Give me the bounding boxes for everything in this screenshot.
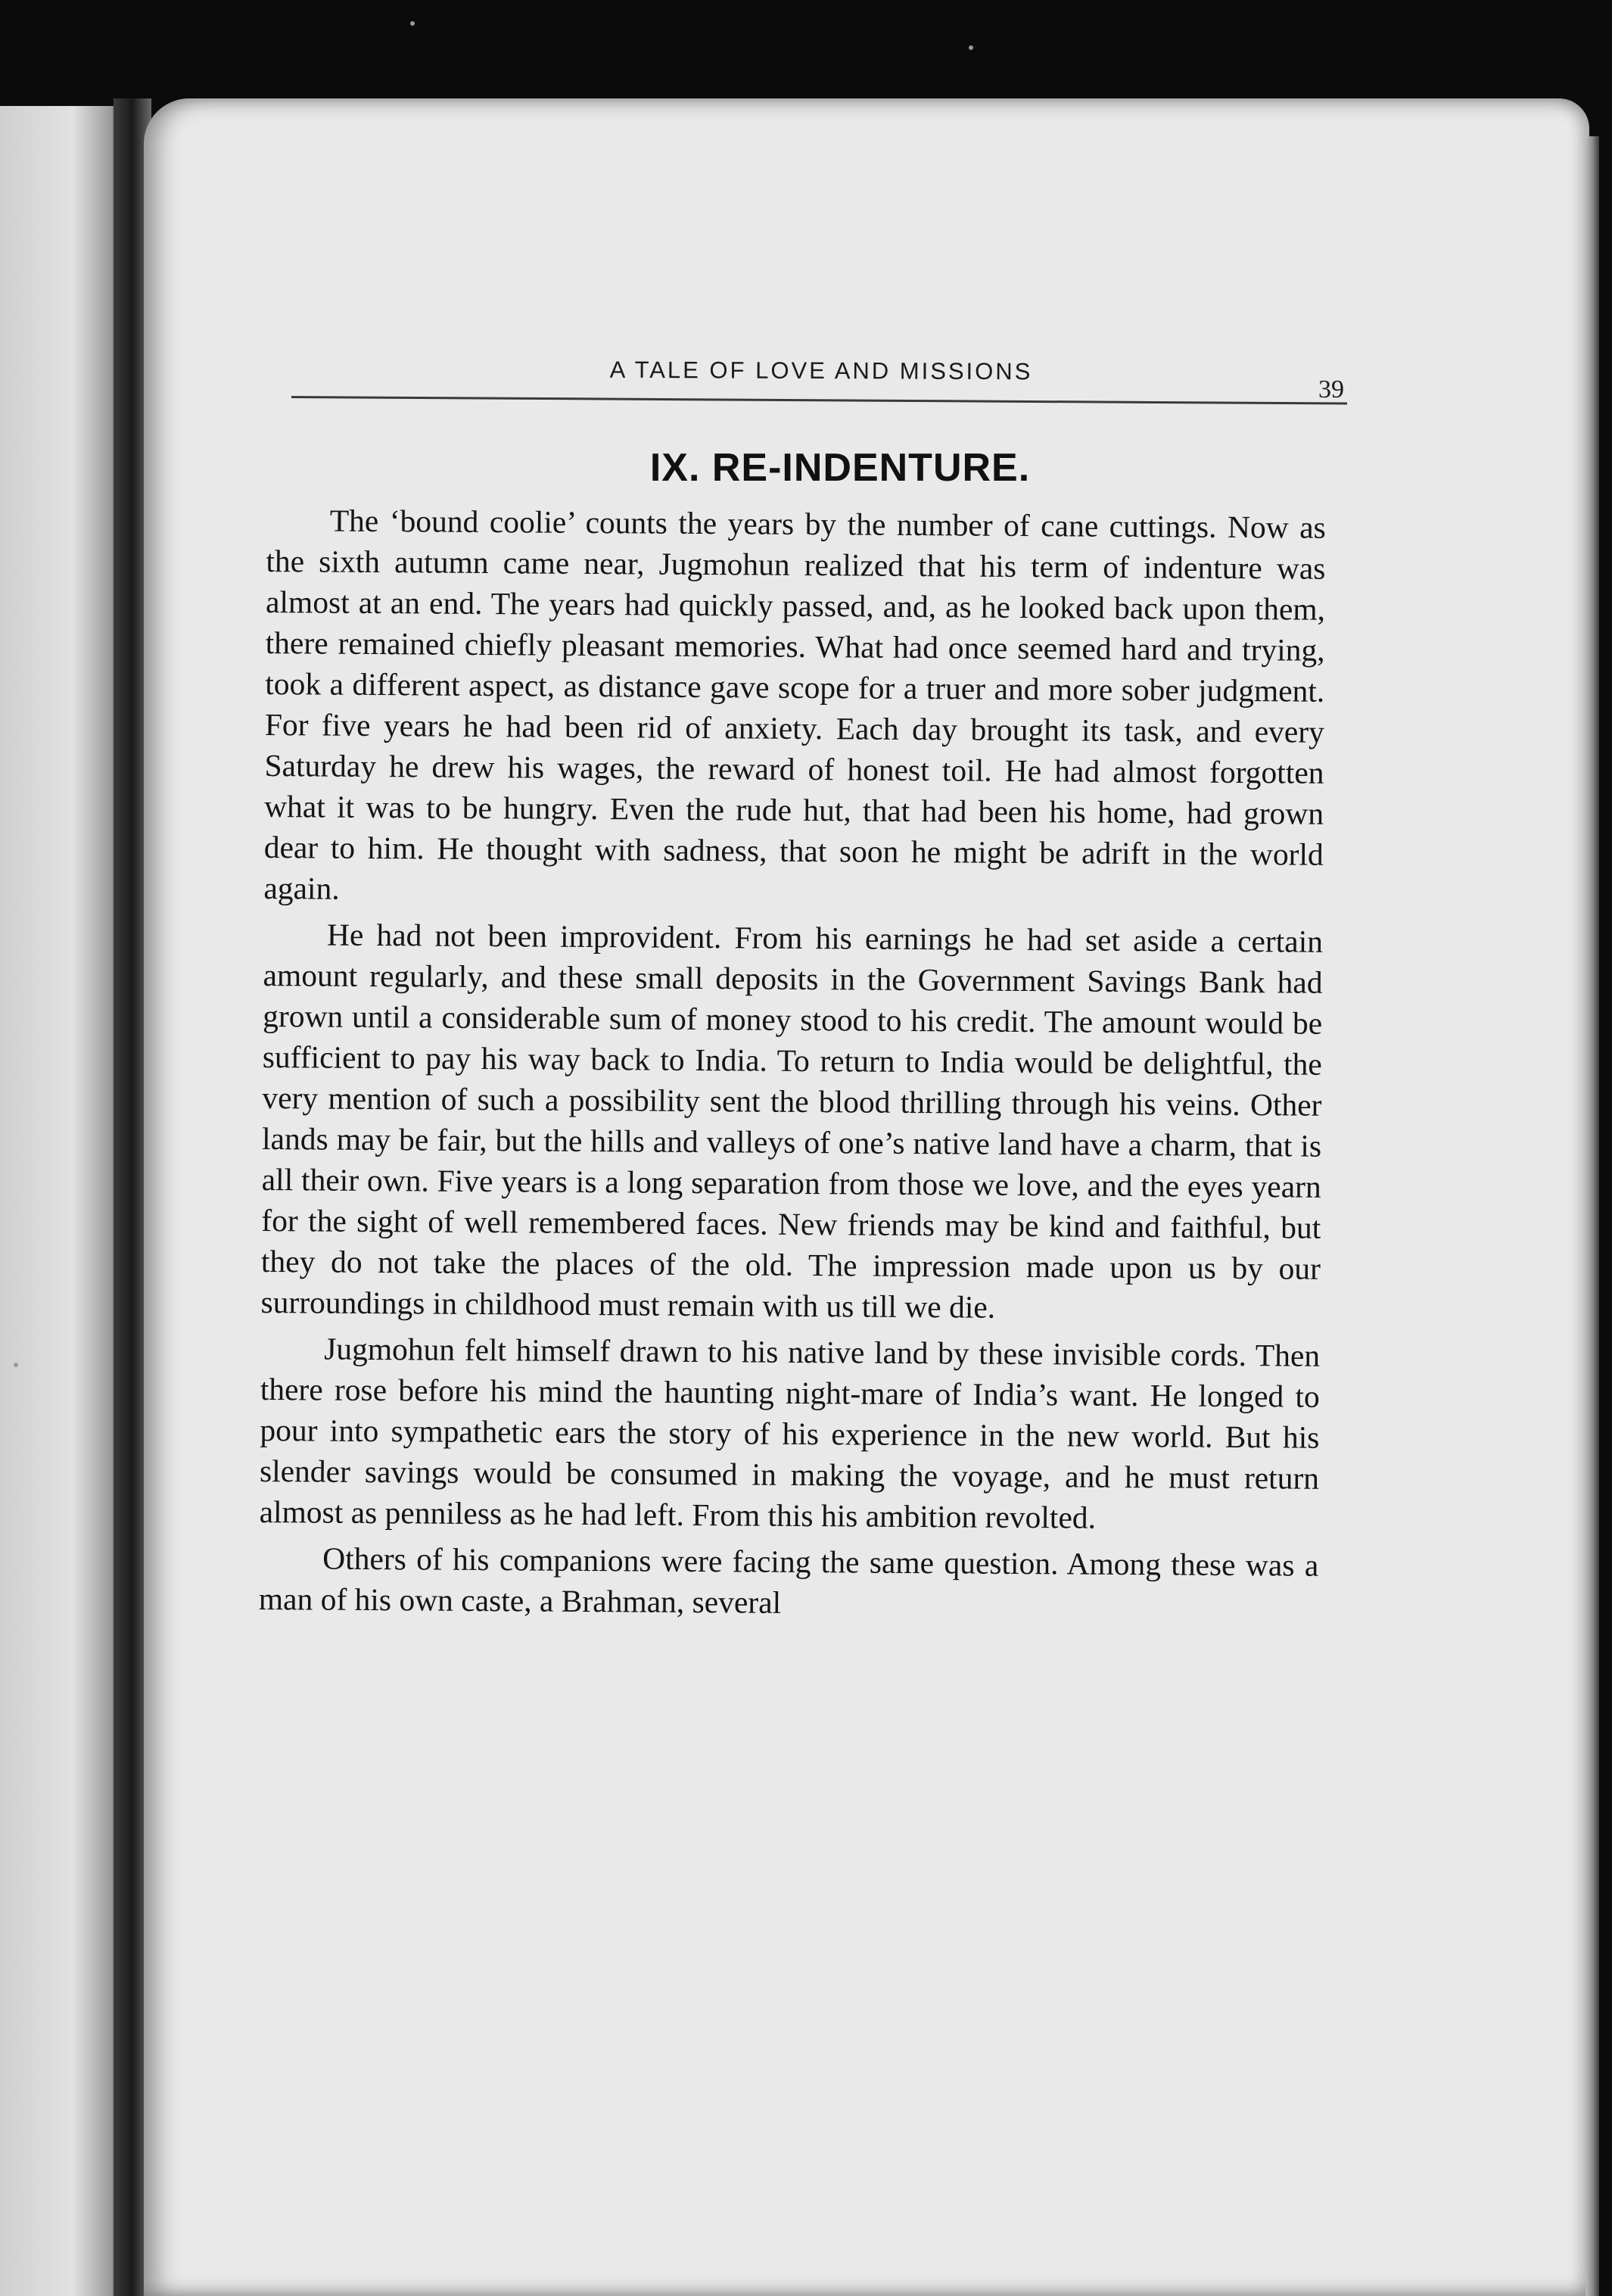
dust-speck — [969, 45, 973, 50]
paragraph-1: The ‘bound coolie’ counts the years by the number of cane cuttings. Now as the sixth autumn came near, Jugmohun realized that his term of indenture was almost at an end. The years had quickly passed, and, as he looked back upon them, there remained chiefly pleasant memories. What had once seemed hard and trying, took a different aspect, as distance gave scope for a truer and more sober judgment. For five years he had been rid of anxiety. Each day brought its task, and every Saturday he drew his wages, the reward of honest toil. He had almost forgotten what it was to be hungry. Even the rude hut, that had been his home, had grown dear to him. He thought with sadness, that soon he might be adrift in the world again. — [263, 503, 1326, 906]
page-stack-edge — [1586, 136, 1599, 2296]
running-title: A TALE OF LOVE AND MISSIONS — [609, 356, 1033, 385]
chapter-title: IX. RE-INDENTURE. — [649, 446, 1031, 490]
facing-page-edge — [0, 106, 121, 2296]
paragraph-3: Jugmohun felt himself drawn to his native land by these invisible cords. Then there rose before his mind the haunting night-mare of India’s want. He longed to pour into sympathetic ears the story of his experience in the new world. But his slender savings would be consumed in making the voyage, and he must return almost as penniless as he had left. From this his ambition revolted. — [259, 1331, 1321, 1535]
paragraph-4: Others of his companions were facing the same question. Among these was a man of his own caste, a Brahman, several — [258, 1541, 1319, 1620]
page-number: 39 — [1318, 375, 1344, 403]
dust-speck — [410, 21, 415, 26]
paragraph-2: He had not been improvident. From his earnings he had set aside a certain amount regularly, and these small deposits in the Government Savings Bank had grown until a considerable sum of money stood to his credit. The amount would be sufficient to pay his way back to India. To return to India would be delightful, the very mention of such a possibility sent the blood thrilling through his veins. Other lands may be fair, but the hills and valleys of one’s native land have a charm, that is all their own. Five years is a long separation from those we love, and the eyes yearn for the sight of well remembered faces. New friends may be kind and faithful, but they do not take the places of the old. The impression made upon us by our surroundings in childhood must remain with us till we die. — [260, 917, 1324, 1325]
dust-speck — [14, 1363, 18, 1367]
body-text — [259, 500, 1326, 1632]
